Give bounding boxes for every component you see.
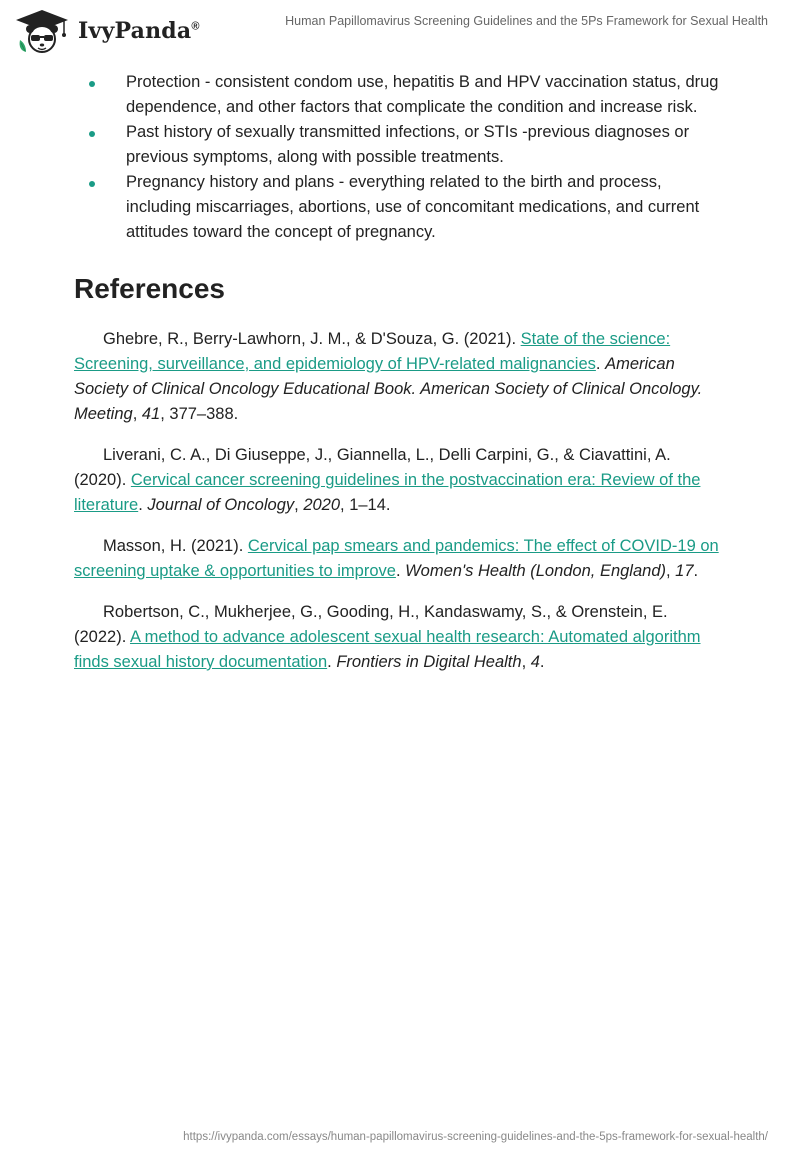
- document-title: Human Papillomavirus Screening Guidelines and the 5Ps Framework for Sexual Health: [285, 14, 768, 28]
- brand-logo[interactable]: [14, 8, 200, 54]
- reference-link[interactable]: State of the science: Screening, surveillance, and epidemiology of HPV-related malignancies: [74, 330, 671, 373]
- document-body: [74, 70, 724, 691]
- bullet-dot-icon: [89, 181, 95, 187]
- list-item: Protection - consistent condom use, hepatitis B and HPV vaccination status, drug dependence, and other factors that complicate the condition and increase risk.: [74, 70, 724, 120]
- list-item: Pregnancy history and plans - everything related to the birth and process, including miscarriages, abortions, use of concomitant medications, and current attitudes toward the concept of pregnancy.: [74, 170, 724, 245]
- bullet-dot-icon: [89, 131, 95, 137]
- reference-entry: Masson, H. (2021). Cervical pap smears and pandemics: The effect of COVID-19 on screening uptake & opportunities to improve. Women's Health (London, England), 17.: [74, 537, 719, 580]
- panda-graduate-icon: [14, 8, 70, 54]
- footer-url[interactable]: https://ivypanda.com/essays/human-papillomavirus-screening-guidelines-and-the-5ps-framework-for-sexual-health/: [183, 1131, 768, 1143]
- brand-name: IvyPanda®: [78, 18, 200, 44]
- reference-entry: Ghebre, R., Berry-Lawhorn, J. M., & D'Souza, G. (2021). State of the science: Screening, surveillance, and epidemiology of HPV-related malignancies. American Society of Clinical Oncology Educational Book. American Society of Clinical Oncology. Meeting, 41, 377–388.: [74, 330, 703, 423]
- reference-link[interactable]: Cervical pap smears and pandemics: The effect of COVID-19 on screening uptake & opportunities to improve: [74, 537, 719, 580]
- reference-entry: Liverani, C. A., Di Giuseppe, J., Giannella, L., Delli Carpini, G., & Ciavattini, A. (2020). Cervical cancer screening guidelines in the postvaccination era: Review of the literature. Journal of Oncology, 2020, 1–14.: [74, 446, 701, 514]
- bullet-list: [74, 70, 724, 245]
- page-header: [0, 0, 800, 60]
- reference-link[interactable]: A method to advance adolescent sexual health research: Automated algorithm finds sexual history documentation: [74, 628, 701, 671]
- reference-entry: Robertson, C., Mukherjee, G., Gooding, H., Kandaswamy, S., & Orenstein, E. (2022). A method to advance adolescent sexual health research: Automated algorithm finds sexual history documentation. Frontiers in Digital Health, 4.: [74, 603, 701, 671]
- bullet-dot-icon: [89, 81, 95, 87]
- reference-link[interactable]: Cervical cancer screening guidelines in the postvaccination era: Review of the literature: [74, 471, 701, 514]
- list-item: Past history of sexually transmitted infections, or STIs -previous diagnoses or previous symptoms, along with possible treatments.: [74, 120, 724, 170]
- references-heading: References: [74, 273, 225, 304]
